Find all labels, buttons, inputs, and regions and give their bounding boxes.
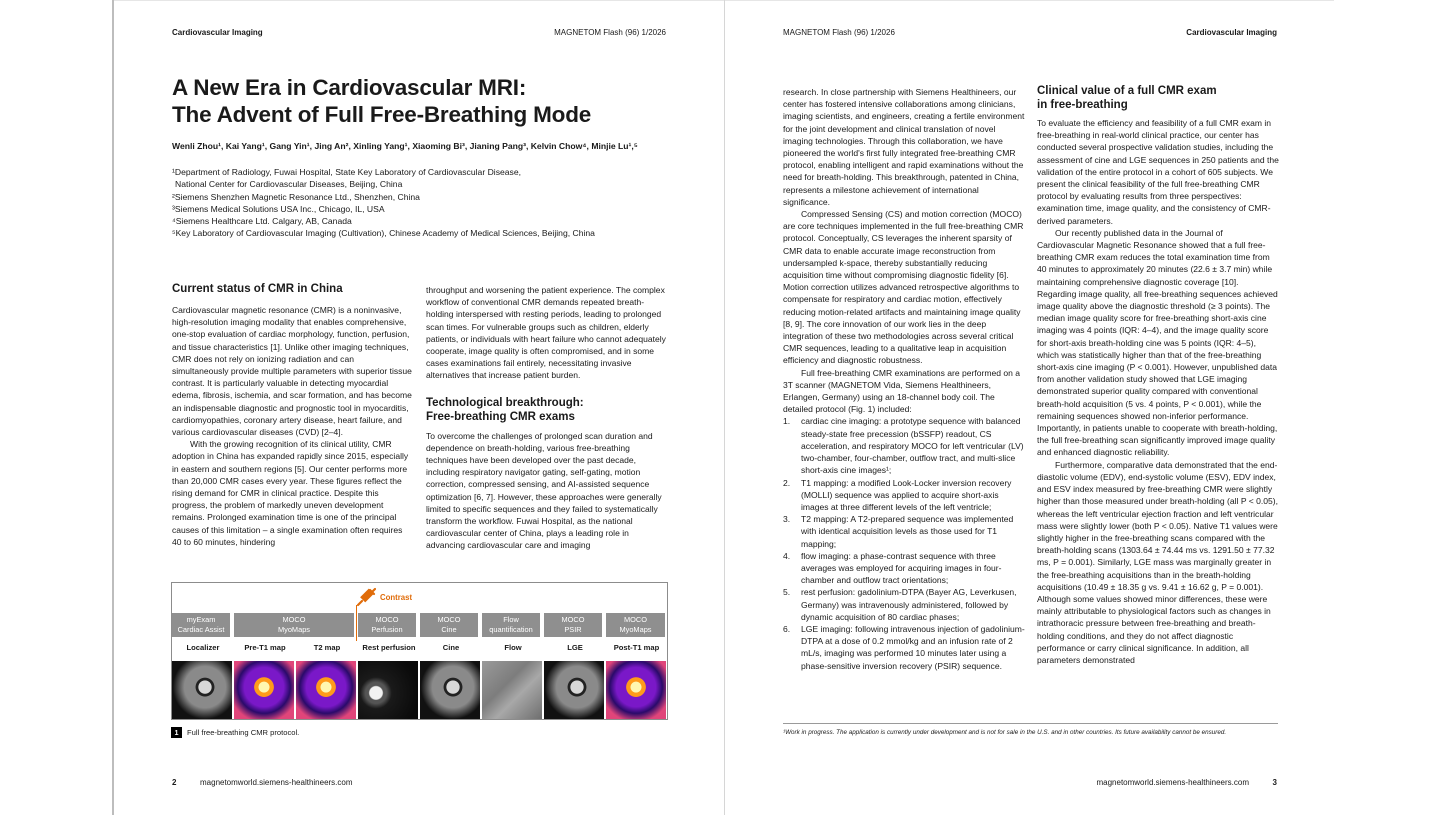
- footnote: ¹Work in progress. The application is currently under development and is not for sale in the U.S. and in other countries. Its future availability cannot be ensured.: [783, 729, 1227, 736]
- figure-caption: [171, 727, 299, 738]
- syringe-icon: [356, 587, 376, 607]
- figure-header: MOCO PSIR: [544, 613, 602, 637]
- body-text: [783, 86, 1026, 672]
- paragraph: Full free-breathing CMR examinations are performed on a 3T scanner (MAGNETOM Vida, Siemens Healthineers, Erlangen, Germany) using an 18-channel body coil. The detailed protocol (Fig. 1) included:: [783, 367, 1020, 415]
- figure-header: MOCO MyoMaps: [234, 613, 354, 637]
- figure-header: MOCO Cine: [420, 613, 478, 637]
- paragraph: Cardiovascular magnetic resonance (CMR) is a noninvasive, high-resolution imaging modality that enables comprehensive, one-stop evaluation of cardiac morphology, function, perfusion, and tissue characteristics [1]. Unlike other imaging techniques, CMR does not rely on ionizing radiation and can simultaneously provide multiple parameters with superior tissue contrast. It is particularly valuable in detecting myocardial edema, fibrosis, ischemia, and scar formation, and has become an indispensable diagnostic and prognostic tool in myocarditis, cardiomyopathies, coronary artery disease, heart failure, and various cardiovascular diseases (CVD) [2–4].: [172, 305, 412, 438]
- post-t1-map-image: [606, 661, 666, 719]
- heading-line: Technological breakthrough:: [426, 396, 584, 409]
- title-line-2: The Advent of Full Free-Breathing Mode: [172, 102, 592, 127]
- rest-perfusion-image: [358, 661, 418, 719]
- website-link[interactable]: magnetomworld.siemens-healthineers.com: [1096, 778, 1249, 787]
- title-line-1: A New Era in Cardiovascular MRI:: [172, 75, 527, 100]
- heading-line: Free-breathing CMR exams: [426, 410, 575, 423]
- cine-image: [420, 661, 480, 719]
- figure-header: MOCO MyoMaps: [606, 613, 665, 637]
- figure-label: T2 map: [313, 643, 341, 652]
- affiliation: ¹Department of Radiology, Fuwai Hospital, State Key Laboratory of Cardiovascular Disease,: [172, 167, 522, 177]
- affiliation: ²Siemens Shenzhen Magnetic Resonance Ltd., Shenzhen, China: [172, 191, 420, 202]
- body-text: [1037, 117, 1280, 666]
- left-page: [114, 0, 724, 815]
- figure-label: Cine: [442, 643, 460, 652]
- caption-text: Full free-breathing CMR protocol.: [187, 728, 300, 737]
- page-number: 3: [1272, 778, 1277, 787]
- page-number: 2: [172, 778, 177, 787]
- issue-label: MAGNETOM Flash (96) 1/2026: [554, 28, 666, 37]
- paragraph: Furthermore, comparative data demonstrated that the end-diastolic volume (EDV), end-systolic volume (ESV), EDV index, and ESV index measured by free-breathing CMR were slightly higher than those measured under breath-holding (all P < 0.05), whereas the left ventricular ejection fraction and left ventricular mass were slightly lower (both P < 0.05). Native T1 values were slightly higher in the free-breathing scans compared with the breath-holding scans (1303.64 ± 74.44 ms vs. 1291.50 ± 77.32 ms, P = 0.001). Similarly, LGE mass was marginally greater in the free-breathing acquisitions than in the breath-holding acquisitions (10.49 ± 18.35 g vs. 9.41 ± 16.62 g, P = 0.001). Although some values showed minor differences, these were mainly attributable to physiological factors such as changes in intrathoracic pressure between free-breathing and breath-holding conditions, and they do not affect diagnostic performance or carry clinical significance. In addition, all parameters demonstrated: [1037, 459, 1278, 665]
- affiliation: ⁵Key Laboratory of Cardiovascular Imaging (Cultivation), Chinese Academy of Medical Sciences, Beijing, China: [172, 228, 595, 239]
- section-heading: [1037, 84, 1280, 112]
- affiliation: ⁴Siemens Healthcare Ltd. Calgary, AB, Canada: [172, 216, 352, 227]
- figure-label: Flow: [504, 643, 522, 652]
- section-label: Cardiovascular Imaging: [172, 28, 263, 37]
- affiliation: National Center for Cardiovascular Diseases, Beijing, China: [175, 179, 403, 190]
- figure-label: Rest perfusion: [362, 643, 416, 652]
- pre-t1-map-image: [234, 661, 294, 719]
- left-column-1: [172, 282, 412, 548]
- body-text: [426, 430, 666, 552]
- article-title: [172, 74, 692, 128]
- flow-image: [482, 661, 542, 719]
- figure-header: Flow quantification: [482, 613, 540, 637]
- footnote-divider: [783, 723, 1278, 724]
- left-column-2: [426, 284, 666, 552]
- figure-label: LGE: [567, 643, 583, 652]
- contrast-marker: [356, 587, 412, 607]
- right-page: [725, 0, 1335, 815]
- paragraph: research. In close partnership with Siemens Healthineers, our center has fostered intensive collaborations among clinicians, imaging scientists, and engineers, creating a fertile environment for the joint development and clinical translation of novel imaging technologies. Through this collaboration, we have pioneered the world's first fully integrated free-breathing CMR protocol, enabling intelligent and rapid examinations without the need for breath-holding. This breakthrough, patented in China, represents a milestone achievement of international significance.: [783, 87, 1025, 207]
- protocol-list: [783, 415, 1026, 671]
- figure-image-row: [172, 661, 667, 719]
- paragraph: throughput and worsening the patient experience. The complex workflow of conventional CMR demands repeated breath-holding interspersed with resting periods, leading to prolonged scan times. For vulnerable groups such as children, elderly patients, or individuals with heart failure who cannot adequately cooperate, image quality is often compromised, and in some cases examinations fail entirely, necessitating invasive alternatives that increase patient burden.: [426, 285, 666, 381]
- website-link[interactable]: magnetomworld.siemens-healthineers.com: [200, 778, 353, 787]
- protocol-item: 6. LGE imaging: following intravenous injection of gadolinium-DTPA at a dose of 0.2 mmol/kg and an infusion rate of 2 mL/s, imaging was performed 10 minutes later using a phase-sensitive inversion recovery (PSIR) sequence.: [783, 623, 1025, 671]
- issue-label: MAGNETOM Flash (96) 1/2026: [783, 28, 895, 37]
- heading-line: in free-breathing: [1037, 99, 1128, 111]
- body-text: [172, 304, 412, 548]
- author-list: Wenli Zhou¹, Kai Yang¹, Gang Yin¹, Jing An², Xinling Yang¹, Xiaoming Bi³, Jianing Pang³, Kelvin Chow⁴, Minjie Lu¹,⁵: [172, 141, 638, 151]
- protocol-item: 2. T1 mapping: a modified Look-Locker inversion recovery (MOLLI) sequence was applied to acquire short-axis images at three different levels of the left ventricle;: [783, 477, 1012, 512]
- paragraph: With the growing recognition of its clinical utility, CMR adoption in China has expanded rapidly since 2015, especially in eastern and southern regions [5]. Our center performs more than 20,000 CMR cases every year. These figures reflect the rising demand for CMR in clinical practice. Despite this progress, the problem of markedly uneven development remains. Prolonged examination time is one of the principal causes of this limitation – a single examination often requires 40 to 60 minutes, hindering: [172, 439, 409, 547]
- section-heading: [426, 396, 666, 424]
- lge-image: [544, 661, 604, 719]
- paragraph: Our recently published data in the Journal of Cardiovascular Magnetic Resonance showed that a full free-breathing CMR exam reduces the total examination time from 40 minutes to approximately 20 minutes (22.6 ± 3.7 min) while maintaining comprehensive diagnostic coverage [10]. Regarding image quality, all free-breathing sequences achieved image quality above the diagnostic threshold (≥ 3 points). The median image quality score for free-breathing short-axis cine imaging was 4 points (IQR: 4–4), and the image quality score for short-axis breath-holding cine was 5 points (IQR: 4–5), which was statistically higher than that of the free-breathing short-axis cine imaging (P < 0.001). However, unpublished data from another validation study showed that LGE imaging demonstrated superior quality compared with conventional breath-hold acquisition (5 vs. 4 points, P < 0.001), while the remaining sequences showed non-inferior performance. Importantly, in patients unable to cooperate with breath-holding, the full free-breathing scan significantly improved image quality and enhanced diagnostic reliability.: [1037, 227, 1278, 458]
- section-heading: Current status of CMR in China: [172, 283, 343, 295]
- paragraph: To evaluate the efficiency and feasibility of a full CMR exam in free-breathing in real-world clinical practice, our center has conducted several prospective validation studies, including the assessment of cine and LGE sequences in 250 patients and the validation of the entire protocol in a cohort of 605 subjects. We present the clinical feasibility of the full free-breathing CMR protocol by evaluating results from three perspectives: examination time, image quality, and the consistency of CMR-derived parameters.: [1037, 118, 1279, 226]
- affiliations: [172, 166, 672, 240]
- t2-map-image: [296, 661, 356, 719]
- protocol-item: 1. cardiac cine imaging: a prototype sequence with balanced steady-state free precession (bSSFP) readout, CS acceleration, and respiratory MOCO for left ventricular (LV) two-chamber, four-chamber, outflow tract, and multi-slice short-axis cine images¹;: [783, 416, 1024, 476]
- heading-line: Clinical value of a full CMR exam: [1037, 85, 1217, 97]
- localizer-image: [172, 661, 232, 719]
- right-column-1: [783, 86, 1026, 672]
- figure-number: 1: [171, 727, 182, 738]
- figure-header: MOCO Perfusion: [358, 613, 416, 637]
- paragraph: To overcome the challenges of prolonged scan duration and dependence on breath-holding, various free-breathing techniques have been developed over the past decade, including respiratory navigator gating, self-gating, motion correction, compressed sensing, and AI-assisted sequence optimization [6, 7]. However, these approaches were generally limited to specific sequences and they failed to systematically transform the workflow. Fuwai Hospital, as the national cardiovascular center of China, plays a leading role in advancing cardiovascular care and imaging: [426, 430, 662, 551]
- figure-header: myExam Cardiac Assist: [172, 613, 230, 637]
- right-column-2: [1037, 84, 1280, 666]
- figure-label: Pre-T1 map: [244, 643, 286, 652]
- section-label: Cardiovascular Imaging: [1186, 28, 1277, 37]
- figure-label: Localizer: [186, 643, 220, 652]
- figure-label-row: [172, 639, 667, 657]
- paragraph: Compressed Sensing (CS) and motion correction (MOCO) are core techniques implemented in the full free-breathing CMR protocol. Conceptually, CS leverages the inherent sparsity of CMR data to enable accurate image reconstruction from undersampled k-space, thereby substantially reducing acquisition time without compromising diagnostic fidelity [6]. Motion correction utilizes advanced retrospective algorithms to compensate for respiratory and cardiac motion, effectively reducing motion-related artifacts and maintaining image quality [8, 9]. The core innovation of our work lies in the deep integration of these two methodologies across several critical CMR sequences, leading to a qualitative leap in acquisition efficiency and diagnostic robustness.: [783, 209, 1024, 366]
- figure-header-row: [172, 613, 667, 637]
- affiliation: ³Siemens Medical Solutions USA Inc., Chicago, IL, USA: [172, 203, 385, 214]
- protocol-item: 4. flow imaging: a phase-contrast sequence with three averages was employed for acquiring images in four-chamber and outflow tract orientations;: [783, 550, 1002, 586]
- figure-label: Post-T1 map: [613, 643, 660, 652]
- contrast-label: Contrast: [380, 592, 413, 602]
- protocol-figure: [171, 582, 668, 720]
- body-text: [426, 284, 666, 382]
- protocol-item: 3. T2 mapping: A T2-prepared sequence was implemented with identical acquisition levels as those used for T1 mapping;: [783, 514, 1014, 549]
- protocol-item: 5. rest perfusion: gadolinium-DTPA (Bayer AG, Leverkusen, Germany) was intravenously administered, followed by dynamic acquisition of 80 cardiac phases;: [783, 587, 1017, 622]
